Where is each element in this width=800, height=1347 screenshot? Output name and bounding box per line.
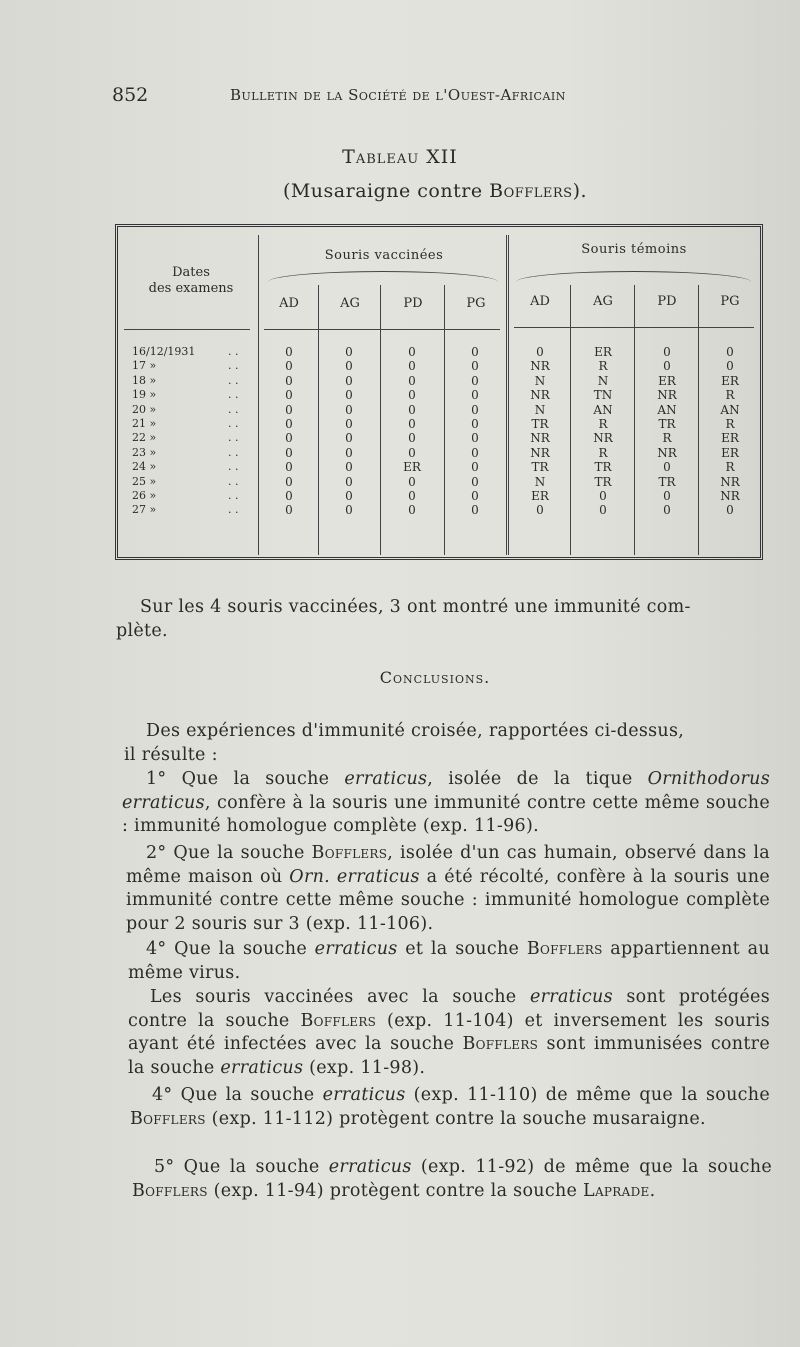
text-run: erraticus [322, 1085, 406, 1105]
row-leader-dots: . . [228, 431, 239, 445]
text-run: (exp. 11-112) protègent contre la souche musaraigne. [205, 1108, 706, 1129]
column-header: PD [403, 296, 423, 311]
row-date: 20 » [132, 402, 157, 416]
subtitle-prefix: (Musaraigne contre [282, 180, 490, 202]
table-cell: 0 [471, 345, 479, 359]
table-cell: 0 [345, 373, 353, 388]
table-cell: 0 [285, 388, 293, 403]
text-run: 2° Que la souche [146, 843, 312, 863]
table-cell: ER [721, 431, 739, 446]
dates-header-line1: Dates [172, 265, 210, 280]
text-run: , confère à la souris une immunité contre cette même souche : immunité homologue complète (exp. 11-96). [122, 792, 770, 836]
table-cell: NR [657, 388, 677, 403]
table-cell: 0 [471, 460, 479, 475]
row-date: 25 » [132, 474, 157, 488]
row-date: 24 » [132, 460, 157, 474]
text-run: (exp. 11-92) de même que la souche [411, 1157, 772, 1177]
table-cell: R [725, 460, 735, 475]
table-cell: R [598, 417, 608, 431]
text-run: Orn. erraticus [289, 866, 420, 887]
table-cell: 0 [345, 503, 353, 518]
table-row [118, 403, 766, 417]
row-leader-dots: . . [228, 460, 239, 474]
text-run: 5° Que la souche [154, 1157, 329, 1177]
table-cell: 0 [408, 503, 416, 518]
row-leader-dots: . . [228, 388, 239, 402]
text-run: a été récolté, confère à la souris une immunité contre cette même souche : immunité homologue complète pour 2 souris sur 3 (exp. 11-106). [126, 866, 771, 934]
table-cell: 0 [471, 388, 479, 403]
table-row [118, 374, 766, 388]
row-date: 26 » [132, 489, 157, 502]
table-cell: ER [721, 373, 739, 388]
table-cell: NR [530, 388, 550, 403]
table-cell: 0 [345, 388, 353, 403]
table-cell: TR [594, 474, 612, 489]
table-cell: 0 [285, 474, 293, 489]
row-date: 23 » [132, 445, 157, 459]
table-cell: 0 [408, 345, 416, 359]
page-header [112, 84, 672, 108]
text-run: erraticus [220, 1057, 304, 1078]
table-cell: 0 [663, 359, 671, 374]
table-cell: 0 [599, 503, 607, 518]
table-cell: 0 [663, 345, 671, 359]
table-cell: 0 [471, 373, 479, 388]
table-cell: 0 [663, 503, 671, 518]
text-run: (exp. 11-104) et inversement les souris ayant été infectées avec la souche [128, 1010, 770, 1054]
table-cell: 0 [408, 388, 416, 403]
results-table [115, 224, 763, 560]
conclusion-2 [126, 842, 770, 936]
table-cell: R [662, 431, 672, 446]
table-row [118, 503, 766, 517]
table-cell: 0 [471, 489, 479, 503]
summary-line-2: plète. [116, 621, 168, 641]
table-cell: R [598, 359, 608, 374]
text-run: (exp. 11-98). [303, 1057, 426, 1078]
table-cell: N [534, 373, 546, 388]
table-cell: 0 [345, 460, 353, 475]
header-rule [264, 329, 500, 330]
table-cell: 0 [408, 417, 416, 431]
row-leader-dots: . . [228, 503, 239, 517]
table-cell: R [598, 445, 608, 460]
running-title: Bulletin de la Société de l'Ouest-Africain [230, 86, 566, 104]
table-cell: 0 [726, 345, 734, 359]
brace-controls [516, 271, 751, 282]
header-rule [514, 327, 754, 328]
table-row [118, 359, 766, 373]
table-cell: AN [593, 402, 613, 417]
brace-vaccinated [268, 271, 498, 282]
text-run: Bofflers [130, 1108, 206, 1129]
table-cell: 0 [345, 417, 353, 431]
table-cell: NR [720, 489, 740, 503]
table-cell: 0 [663, 460, 671, 475]
subtitle-suffix: ). [572, 180, 588, 202]
text-run: 4° Que la souche [146, 939, 315, 959]
table-cell: NR [530, 445, 550, 460]
table-cell: TR [594, 460, 612, 475]
table-cell: 0 [285, 460, 293, 475]
table-cell: NR [530, 431, 550, 446]
table-cell: 0 [408, 359, 416, 374]
text-run: Les souris vaccinées avec la souche [150, 987, 530, 1007]
column-header: PG [466, 296, 486, 311]
table-cell: 0 [285, 489, 293, 503]
row-leader-dots: . . [228, 402, 239, 416]
table-cell: 0 [471, 431, 479, 446]
text-run: 1° Que la souche [146, 769, 345, 789]
text-run: Bofflers [300, 1010, 377, 1031]
summary-line-1: Sur les 4 souris vaccinées, 3 ont montré une immunité com- [140, 597, 691, 617]
conclusion-1 [122, 768, 770, 839]
table-cell: NR [657, 445, 677, 460]
subtitle-strain: Bofflers [489, 180, 573, 202]
row-date: 17 » [132, 359, 157, 373]
conclusion-5 [130, 1084, 770, 1131]
row-date: 22 » [132, 431, 157, 445]
column-header: AG [593, 294, 613, 309]
column-header: AD [530, 294, 550, 309]
table-cell: 0 [345, 402, 353, 417]
table-cell: N [534, 402, 546, 417]
text-run: Bofflers [311, 843, 388, 863]
table-cell: 0 [345, 474, 353, 489]
table-row [118, 417, 766, 431]
table-cell: 0 [599, 489, 607, 503]
row-leader-dots: . . [228, 489, 239, 502]
table-cell: AN [657, 402, 677, 417]
text-run: (exp. 11-94) protègent contre la souche [207, 1180, 584, 1201]
table-cell: 0 [536, 345, 544, 359]
table-cell: AN [720, 402, 740, 417]
text-run: 4° Que la souche [152, 1085, 323, 1105]
table-cell: 0 [663, 489, 671, 503]
conclusion-4 [128, 986, 770, 1080]
table-cell: 0 [285, 417, 293, 431]
row-leader-dots: . . [228, 373, 239, 387]
table-cell: 0 [408, 474, 416, 489]
table-cell: 0 [285, 345, 293, 359]
table-cell: 0 [285, 431, 293, 446]
table-row [118, 388, 766, 402]
text-run: sont immunisées contre la souche [128, 1034, 770, 1078]
text-run: erraticus [344, 769, 428, 789]
text-run: , isolée de la tique [427, 769, 648, 789]
page-number: 852 [112, 84, 149, 106]
table-cell: 0 [471, 474, 479, 489]
table-cell: 0 [345, 445, 353, 460]
text-run: erraticus [122, 792, 205, 813]
table-cell: TR [531, 460, 549, 475]
table-cell: 0 [471, 417, 479, 431]
row-date: 16/12/1931 [132, 345, 196, 358]
conclusions-title: Conclusions. [379, 668, 491, 687]
row-leader-dots: . . [228, 417, 239, 430]
table-row [118, 475, 766, 489]
conclusion-3 [128, 938, 770, 985]
table-cell: 0 [285, 445, 293, 460]
table-cell: ER [531, 489, 549, 503]
column-header: PD [657, 294, 677, 309]
text-run: appartiennent au même virus. [128, 939, 770, 983]
text-run: erraticus [328, 1157, 412, 1177]
text-run: sont protégées contre la souche [128, 987, 770, 1031]
table-cell: 0 [726, 359, 734, 374]
table-cell: 0 [471, 402, 479, 417]
table-cell: 0 [408, 489, 416, 503]
table-row [118, 345, 766, 359]
table-row [118, 489, 766, 503]
row-date: 19 » [132, 388, 157, 402]
text-run: Ornithodorus [647, 769, 770, 789]
table-cell: N [534, 474, 546, 489]
text-run: et la souche [397, 939, 527, 959]
intro-line-2: il résulte : [124, 745, 218, 765]
text-run: . [649, 1180, 656, 1201]
header-rule [124, 329, 250, 330]
table-cell: 0 [285, 373, 293, 388]
row-leader-dots: . . [228, 345, 239, 358]
table-cell: R [725, 417, 735, 431]
table-cell: TR [658, 474, 676, 489]
table-cell: TR [531, 417, 549, 431]
row-leader-dots: . . [228, 445, 239, 459]
table-cell: 0 [285, 359, 293, 374]
table-cell: NR [593, 431, 613, 446]
table-subtitle [0, 180, 800, 202]
table-cell: 0 [726, 503, 734, 518]
text-run: erraticus [314, 939, 398, 959]
table-cell: TN [593, 388, 613, 403]
table-title: Tableau XII [342, 146, 458, 168]
table-cell: 0 [471, 445, 479, 460]
text-run: Bofflers [132, 1180, 208, 1201]
table-cell: 0 [345, 489, 353, 503]
table-cell: 0 [345, 345, 353, 359]
table-cell: 0 [408, 402, 416, 417]
column-header: AG [340, 296, 360, 311]
text-run: Bofflers [462, 1034, 539, 1054]
column-header: PG [720, 294, 740, 309]
table-row [118, 431, 766, 445]
row-leader-dots: . . [228, 474, 239, 488]
table-cell: 0 [345, 431, 353, 446]
table-cell: ER [721, 445, 739, 460]
table-cell: NR [720, 474, 740, 489]
table-cell: 0 [471, 359, 479, 374]
table-row [118, 446, 766, 460]
dates-header-line2: des examens [148, 281, 234, 296]
table-cell: 0 [408, 373, 416, 388]
table-row [118, 460, 766, 474]
text-run: Laprade [583, 1180, 650, 1201]
table-cell: ER [658, 373, 676, 388]
table-cell: TR [658, 417, 676, 431]
column-header: AD [279, 296, 299, 311]
table-cell: N [597, 373, 609, 388]
group-header-controls: Souris témoins [581, 242, 687, 257]
text-run: Bofflers [526, 939, 603, 959]
text-run: erraticus [529, 987, 613, 1007]
table-cell: 0 [408, 445, 416, 460]
text-run: , isolée d'un cas humain, observé dans la même maison où [126, 843, 770, 887]
row-date: 18 » [132, 373, 157, 387]
dates-header [128, 265, 254, 297]
table-cell: NR [530, 359, 550, 374]
row-leader-dots: . . [228, 359, 239, 373]
table-cell: 0 [285, 402, 293, 417]
table-cell: 0 [408, 431, 416, 446]
table-cell: 0 [345, 359, 353, 374]
conclusion-6 [132, 1156, 772, 1203]
row-date: 21 » [132, 417, 157, 430]
group-header-vaccinated: Souris vaccinées [324, 248, 444, 263]
row-date: 27 » [132, 503, 157, 517]
table-cell: 0 [536, 503, 544, 518]
text-run: (exp. 11-110) de même que la souche [405, 1085, 770, 1105]
table-cell: 0 [471, 503, 479, 518]
table-cell: ER [403, 460, 421, 475]
table-cell: R [725, 388, 735, 403]
table-cell: 0 [285, 503, 293, 518]
intro-line-1: Des expériences d'immunité croisée, rapportées ci-dessus, [146, 721, 685, 741]
table-cell: ER [594, 345, 612, 359]
